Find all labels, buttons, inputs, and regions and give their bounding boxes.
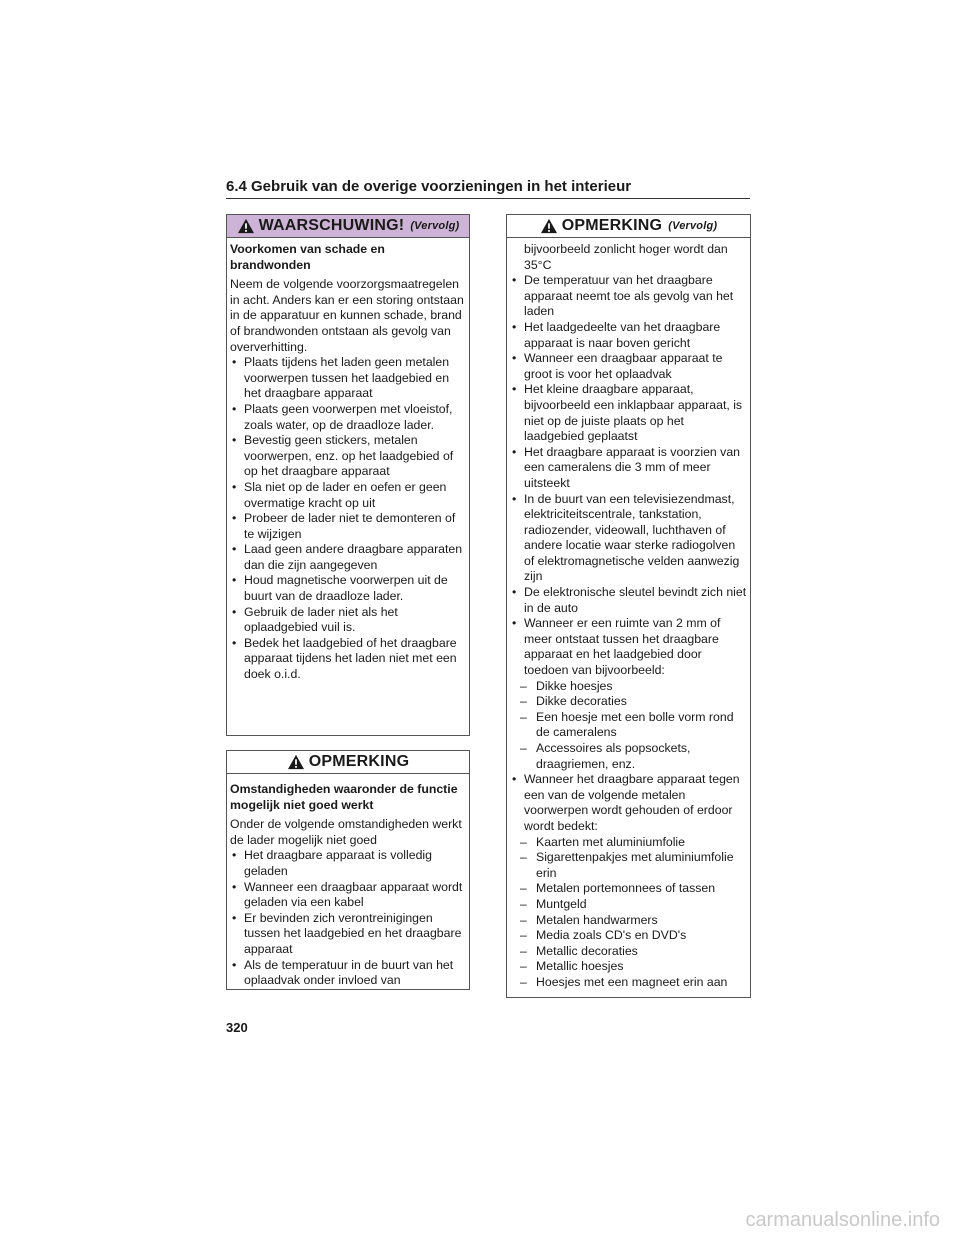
note-cont-sublist-b [510,835,747,991]
list-item: • Wanneer het draagbare apparaat tegen een van de volgende metalen voorwerpen wordt gehouden of erdoor wordt bedekt: [510,772,747,834]
note-intro: Onder de volgende omstandigheden werkt de lader mogelijk niet goed [230,817,462,847]
sub-list-item: – Metallic decoraties [510,944,747,960]
section-title: 6.4 Gebruik van de overige voorzieningen in het interieur [226,178,750,199]
list-item: • Sla niet op de lader en oefen er geen overmatige kracht op uit [230,480,466,511]
sub-list-item: – Metallic hoesjes [510,959,747,975]
note-cont-list [510,273,747,678]
sub-list-item: – Dikke decoraties [510,694,747,710]
sub-list-item: – Sigarettenpakjes met aluminiumfolie erin [510,850,747,881]
list-item: • Probeer de lader niet te demonteren of te wijzigen [230,511,466,542]
note-heading: Omstandigheden waaronder de functie mogelijk niet goed werkt [230,782,458,812]
sub-list-item: – Accessoires als popsockets, draagriemen, enz. [510,741,747,772]
warning-box-header [227,215,469,238]
watermark: carmanualsonline.info [745,1209,940,1231]
list-item: • Het kleine draagbare apparaat, bijvoorbeeld een inklapbaar apparaat, is niet op de juiste plaats op het laadgebied geplaatst [510,382,747,444]
note-box [226,750,470,990]
sub-list-item: – Hoesjes met een magneet erin aan [510,975,747,991]
list-item: • De temperatuur van het draagbare apparaat neemt toe als gevolg van het laden [510,273,747,320]
list-item: • Er bevinden zich verontreinigingen tussen het laadgebied en het draagbare apparaat [230,911,466,958]
list-item: • Wanneer er een ruimte van 2 mm of meer ontstaat tussen het draagbare apparaat en het laadgebied door toedoen van bijvoorbeeld: [510,616,747,678]
warning-box [226,214,470,736]
warning-icon [287,754,305,770]
note-cont-continued: (Vervolg) [668,220,718,232]
list-item: • De elektronische sleutel bevindt zich niet in de auto [510,585,747,616]
sub-list-item: – Media zoals CD's en DVD's [510,928,747,944]
warning-title: WAARSCHUWING! [258,217,405,234]
list-item: • In de buurt van een televisiezendmast, elektriciteitscentrale, tankstation, radiozender, videowall, luchthaven of andere locatie waar sterke radiogolven of elektromagnetische velden aanwezig zijn [510,492,747,586]
note-cont-header [507,215,750,238]
note-list [230,848,466,988]
list-item: • Plaats geen voorwerpen met vloeistof, zoals water, op de draadloze lader. [230,402,466,433]
list-item: • Gebruik de lader niet als het oplaadgebied vuil is. [230,605,466,636]
note-title: OPMERKING [308,753,410,770]
warning-icon [540,218,558,234]
list-item: • Als de temperatuur in de buurt van het oplaadvak onder invloed van [230,958,466,989]
warning-list [230,355,466,682]
sub-list-item: – Metalen portemonnees of tassen [510,881,747,897]
note-box-continued [506,214,751,998]
list-item: • Laad geen andere draagbare apparaten dan die zijn aangegeven [230,542,466,573]
warning-icon [237,218,255,234]
note-cont-list-b [510,772,747,834]
list-item: • Het draagbare apparaat is volledig geladen [230,848,466,879]
note-cont-sublist-a [510,679,747,773]
list-item: • Wanneer een draagbaar apparaat wordt geladen via een kabel [230,880,466,911]
list-item: • Plaats tijdens het laden geen metalen voorwerpen tussen het laadgebied en het draagbare apparaat [230,355,466,402]
warning-heading: Voorkomen van schade en brandwonden [230,242,385,272]
warning-continued: (Vervolg) [410,220,460,232]
list-item: • Wanneer een draagbaar apparaat te groot is voor het oplaadvak [510,351,747,382]
sub-list-item: – Een hoesje met een bolle vorm rond de cameralens [510,710,747,741]
warning-intro: Neem de volgende voorzorgsmaatregelen in acht. Anders kan er een storing ontstaan in de apparatuur en kunnen schade, brand of brandwonden ontstaan als gevolg van oververhitting. [230,277,464,354]
sub-list-item: – Metalen handwarmers [510,913,747,929]
note-cont-continuation: bijvoorbeeld zonlicht hoger wordt dan 35°C [524,242,728,272]
list-item: • Bevestig geen stickers, metalen voorwerpen, enz. op het laadgebied of op het draagbare apparaat [230,433,466,480]
sub-list-item: – Kaarten met aluminiumfolie [510,835,747,851]
list-item: • Houd magnetische voorwerpen uit de buurt van de draadloze lader. [230,573,466,604]
note-cont-title: OPMERKING [561,217,663,234]
list-item: • Het draagbare apparaat is voorzien van een cameralens die 3 mm of meer uitsteekt [510,445,747,492]
sub-list-item: – Dikke hoesjes [510,679,747,695]
list-item: • Bedek het laadgebied of het draagbare apparaat tijdens het laden niet met een doek o.i.d. [230,636,466,683]
list-item: • Het laadgedeelte van het draagbare apparaat is naar boven gericht [510,320,747,351]
sub-list-item: – Muntgeld [510,897,747,913]
note-box-header [227,751,469,774]
page-number: 320 [226,1020,248,1035]
